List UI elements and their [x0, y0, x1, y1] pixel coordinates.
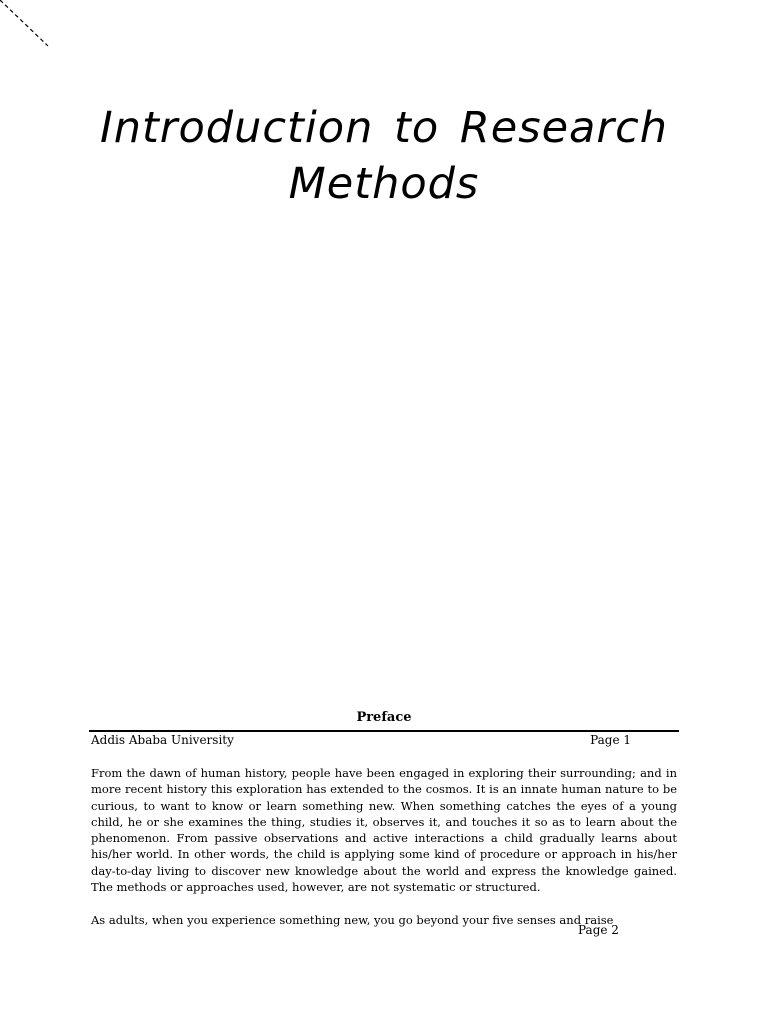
- footer-university: Addis Ababa University: [91, 733, 234, 747]
- document-title: [0, 100, 768, 212]
- title-line-1: Introduction to Research: [100, 103, 668, 153]
- body-paragraph-2: As adults, when you experience something new, you go beyond your five senses and raise: [91, 913, 614, 927]
- footer-divider: [89, 730, 679, 732]
- footer-page-number: Page 1: [590, 733, 631, 747]
- preface-heading: Preface: [356, 710, 412, 725]
- page-corner-fold-mark: [0, 0, 50, 50]
- next-page-number: Page 2: [578, 923, 619, 937]
- title-line-2: Methods: [288, 159, 480, 209]
- body-paragraph-1: From the dawn of human history, people have been engaged in exploring their surrounding; and in more recent history this exploration has extended to the cosmos. It is an innate human nature to be curious, to want to know or learn something new. When something catches the eyes of a young child, he or she examines the thing, studies it, observes it, and touches it so as to learn about the phenomenon. From passive observations and active interactions a child gradually learns about his/her world. In other words, the child is applying some kind of procedure or approach in his/her day-to-day living to discover new knowledge about the world and express the knowledge gained. The methods or approaches used, however, are not systematic or structured.: [91, 766, 677, 895]
